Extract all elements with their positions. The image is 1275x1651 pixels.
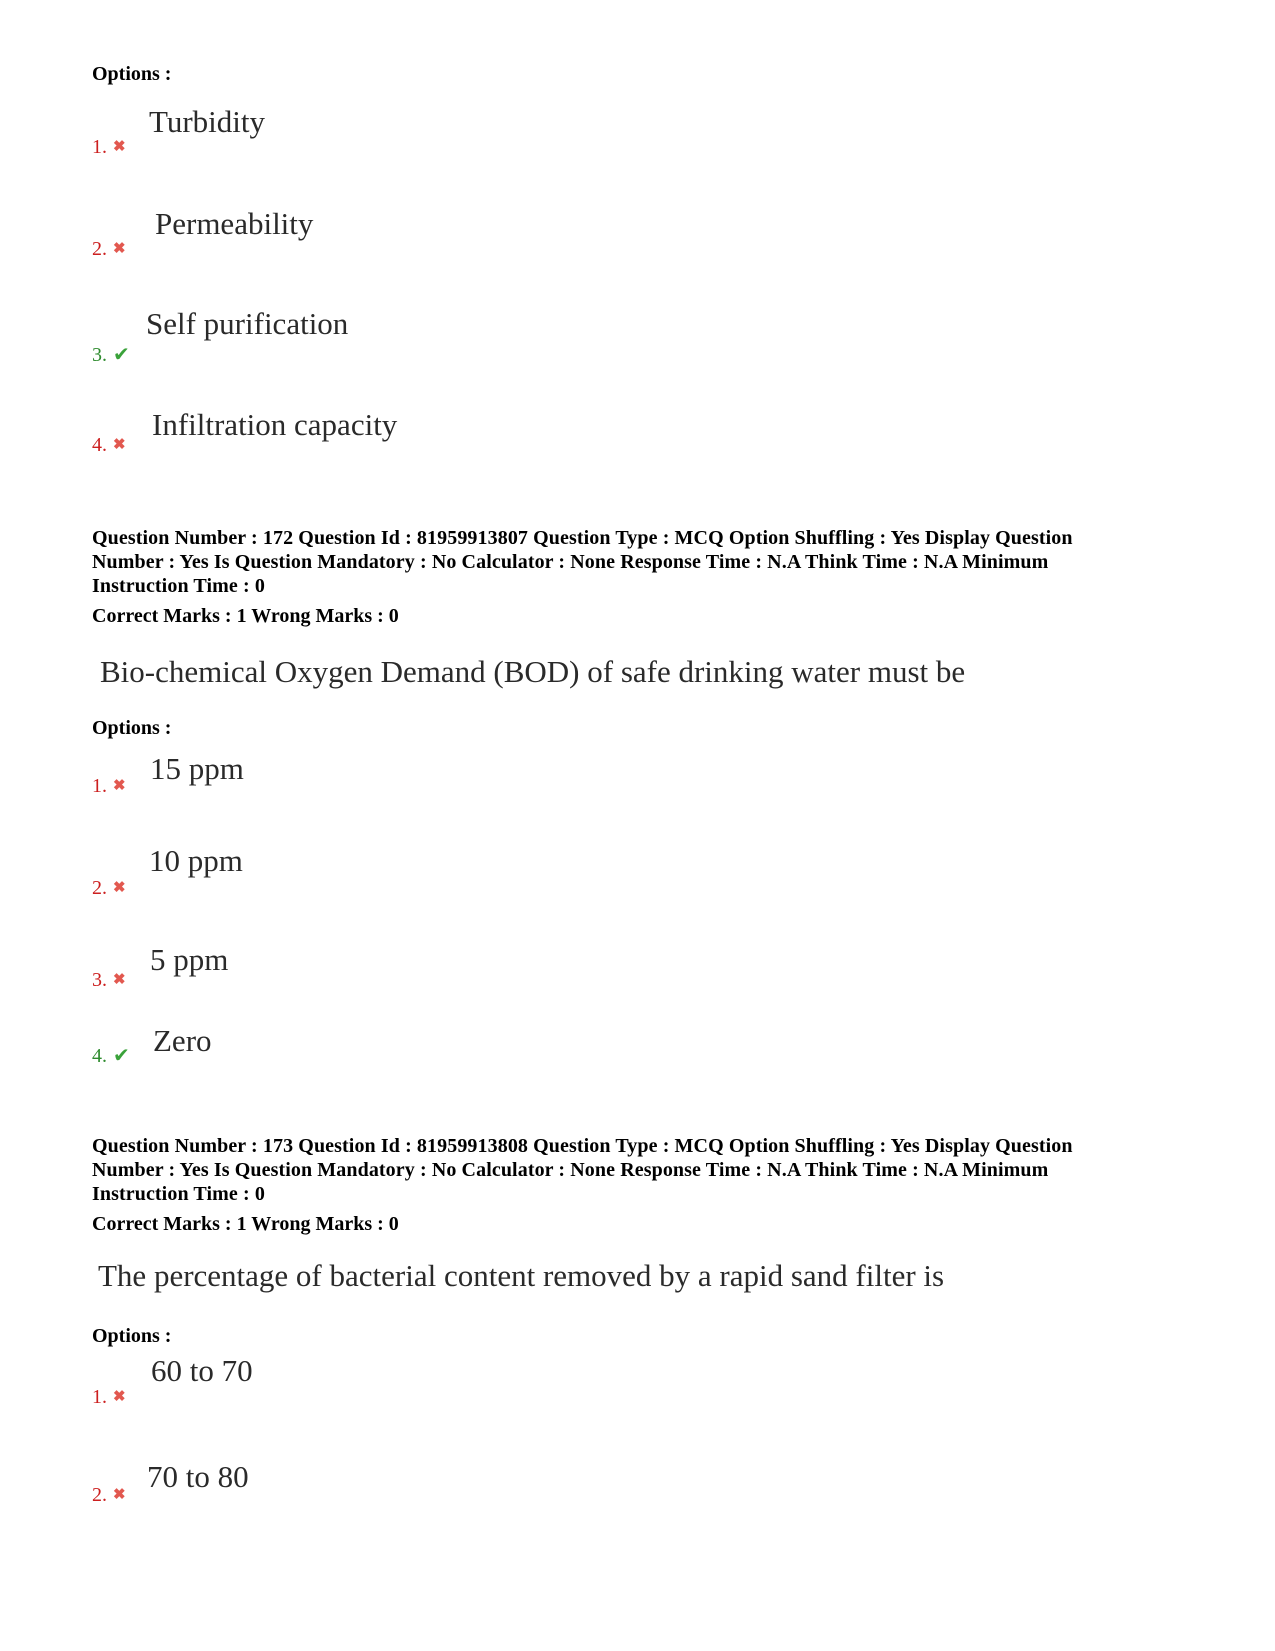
question-meta	[92, 1134, 1182, 1206]
marks-info: Correct Marks : 1 Wrong Marks : 0	[92, 605, 399, 627]
cross-icon: ✖	[113, 1389, 126, 1405]
option-text: 5 ppm	[150, 942, 229, 977]
option-number-label: 3.	[92, 344, 107, 366]
option-number	[92, 775, 126, 797]
cross-icon: ✖	[113, 778, 126, 794]
option-number-label: 1.	[92, 775, 107, 797]
option-text: Permeability	[155, 206, 314, 241]
option-number-label: 1.	[92, 136, 107, 158]
option-text: Turbidity	[149, 104, 266, 139]
cross-icon: ✖	[113, 1487, 126, 1503]
options-label: Options :	[92, 63, 172, 85]
cross-icon: ✖	[113, 880, 126, 896]
option-text: 15 ppm	[150, 751, 244, 786]
option-number	[92, 969, 126, 991]
option-text: Infiltration capacity	[152, 407, 398, 442]
question-text: The percentage of bacterial content removed by a rapid sand filter is	[98, 1258, 945, 1293]
check-icon: ✔	[113, 344, 130, 366]
cross-icon: ✖	[113, 241, 126, 257]
meta-line: Number : Yes Is Question Mandatory : No Calculator : None Response Time : N.A Think Time : N.A Minimum	[92, 551, 1049, 573]
option-number-label: 2.	[92, 877, 107, 899]
option-text: 70 to 80	[147, 1459, 249, 1494]
option-text: Zero	[153, 1023, 212, 1058]
option-text: Self purification	[146, 306, 349, 341]
option-number	[92, 136, 126, 158]
option-number	[92, 344, 130, 366]
option-number-label: 3.	[92, 969, 107, 991]
meta-line: Question Number : 173 Question Id : 81959913808 Question Type : MCQ Option Shuffling : Yes Display Question	[92, 1135, 1073, 1157]
option-number	[92, 877, 126, 899]
option-number-label: 4.	[92, 1045, 107, 1067]
option-number	[92, 238, 126, 260]
marks-info: Correct Marks : 1 Wrong Marks : 0	[92, 1213, 399, 1235]
meta-line: Instruction Time : 0	[92, 575, 265, 597]
cross-icon: ✖	[113, 437, 126, 453]
cross-icon: ✖	[113, 139, 126, 155]
option-number	[92, 1484, 126, 1506]
option-number	[92, 1386, 126, 1408]
options-label: Options :	[92, 1325, 172, 1347]
option-number-label: 4.	[92, 434, 107, 456]
meta-line: Number : Yes Is Question Mandatory : No Calculator : None Response Time : N.A Think Time : N.A Minimum	[92, 1159, 1049, 1181]
options-label: Options :	[92, 717, 172, 739]
meta-line: Instruction Time : 0	[92, 1183, 265, 1205]
option-number-label: 2.	[92, 238, 107, 260]
option-number	[92, 434, 126, 456]
option-text: 60 to 70	[151, 1353, 253, 1388]
meta-line: Question Number : 172 Question Id : 81959913807 Question Type : MCQ Option Shuffling : Yes Display Question	[92, 527, 1073, 549]
option-text: 10 ppm	[149, 843, 243, 878]
option-number-label: 1.	[92, 1386, 107, 1408]
option-number	[92, 1045, 130, 1067]
question-text: Bio-chemical Oxygen Demand (BOD) of safe drinking water must be	[100, 654, 966, 689]
check-icon: ✔	[113, 1045, 130, 1067]
option-number-label: 2.	[92, 1484, 107, 1506]
question-meta	[92, 526, 1182, 598]
cross-icon: ✖	[113, 972, 126, 988]
